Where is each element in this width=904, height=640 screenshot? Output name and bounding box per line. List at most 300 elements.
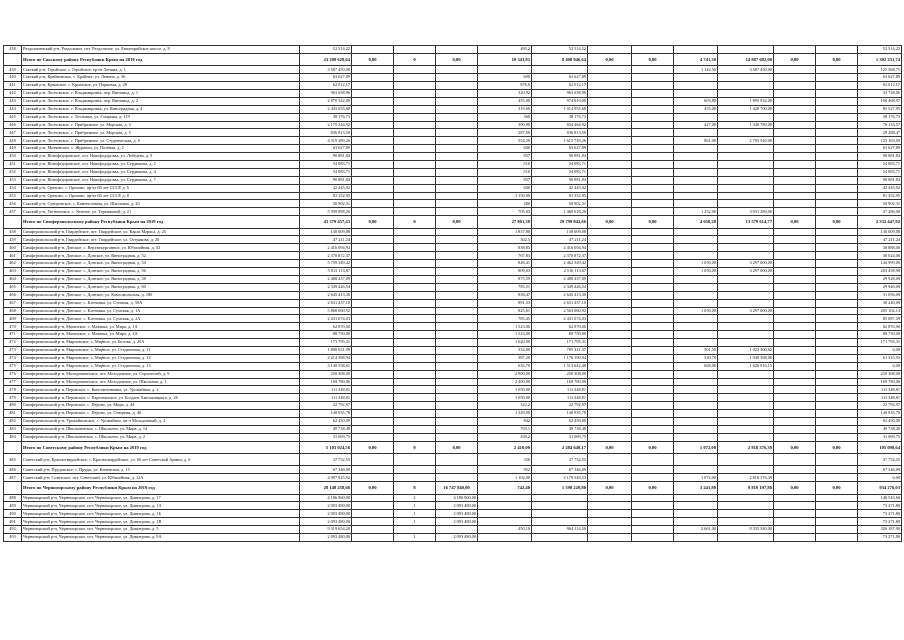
- value-cell: [816, 339, 858, 347]
- value-cell: 5 399 898,26: [300, 208, 352, 216]
- value-cell: [774, 474, 816, 482]
- value-cell: [588, 252, 632, 260]
- value-cell: 62 012,17: [532, 82, 588, 90]
- value-cell: 963 658,96: [532, 89, 588, 97]
- value-cell: 29 928,00: [858, 275, 902, 283]
- value-cell: [632, 252, 674, 260]
- value-cell: 29 940,00: [858, 283, 902, 291]
- value-cell: [718, 502, 774, 510]
- value-cell: [816, 526, 858, 534]
- value-cell: [674, 283, 718, 291]
- value-cell: [436, 394, 478, 402]
- table-row: [4, 74, 902, 82]
- value-cell: [352, 97, 394, 105]
- value-cell: 31 069,75: [300, 433, 352, 441]
- value-cell: [436, 323, 478, 331]
- value-cell: [632, 145, 674, 153]
- address-cell: Симферопольский р-н, Мирновское, с. Мирное, ул. Стадионная, д. 12: [22, 354, 300, 362]
- value-cell: [774, 176, 816, 184]
- value-cell: 1 302 231,74: [858, 53, 902, 65]
- value-cell: [588, 331, 632, 339]
- value-cell: 5 813 113,67: [300, 268, 352, 276]
- value-cell: 50 902,31: [532, 200, 588, 208]
- table-row: [4, 386, 902, 394]
- value-cell: [588, 46, 632, 54]
- value-cell: [816, 145, 858, 153]
- value-cell: [352, 362, 394, 370]
- value-cell: [352, 386, 394, 394]
- value-cell: 495,2: [478, 46, 532, 54]
- value-cell: 952: [478, 466, 532, 474]
- row-number: 467: [4, 299, 22, 307]
- value-cell: [394, 394, 436, 402]
- subtotal-label: Итого по Советскому району Республики Крым на 2019 год: [22, 441, 300, 453]
- value-cell: 0,00: [436, 53, 478, 65]
- value-cell: [816, 362, 858, 370]
- value-cell: [674, 160, 718, 168]
- value-cell: [436, 268, 478, 276]
- value-cell: [588, 526, 632, 534]
- value-cell: [718, 331, 774, 339]
- value-cell: 90 881,84: [858, 176, 902, 184]
- value-cell: [774, 299, 816, 307]
- value-cell: [394, 97, 436, 105]
- value-cell: [632, 283, 674, 291]
- row-number: 475: [4, 362, 22, 370]
- value-cell: [394, 402, 436, 410]
- value-cell: [588, 208, 632, 216]
- value-cell: [436, 137, 478, 145]
- value-cell: [816, 82, 858, 90]
- value-cell: [588, 378, 632, 386]
- value-cell: [588, 105, 632, 113]
- value-cell: 10 343,83: [478, 53, 532, 65]
- value-cell: [352, 518, 394, 526]
- table-row: [4, 370, 902, 378]
- value-cell: [632, 466, 674, 474]
- value-cell: [352, 510, 394, 518]
- table-body: [4, 46, 902, 542]
- value-cell: 54 083,71: [300, 168, 352, 176]
- value-cell: [436, 307, 478, 315]
- value-cell: 0,00: [774, 441, 816, 453]
- value-cell: [674, 370, 718, 378]
- row-number: 471: [4, 331, 22, 339]
- value-cell: 43 379 457,43: [300, 216, 352, 228]
- value-cell: [718, 244, 774, 252]
- value-cell: [774, 454, 816, 466]
- value-cell: [394, 299, 436, 307]
- value-cell: [774, 268, 816, 276]
- value-cell: 0,00: [774, 482, 816, 494]
- value-cell: [632, 291, 674, 299]
- value-cell: [816, 331, 858, 339]
- value-cell: [674, 252, 718, 260]
- value-cell: [816, 510, 858, 518]
- value-cell: 171 795,31: [300, 339, 352, 347]
- value-cell: 1 523,00: [478, 331, 532, 339]
- value-cell: 8 355 540,00: [718, 526, 774, 534]
- value-cell: [816, 323, 858, 331]
- value-cell: [718, 89, 774, 97]
- value-cell: [588, 510, 632, 518]
- value-cell: [352, 160, 394, 168]
- address-cell: Симферопольский р-н, Донское, с. Кленовка, ул. Сумская, д. 1А: [22, 307, 300, 315]
- value-cell: 63 627,89: [300, 145, 352, 153]
- value-cell: [774, 275, 816, 283]
- value-cell: [588, 386, 632, 394]
- value-cell: 76 133,57: [858, 121, 902, 129]
- value-cell: [352, 283, 394, 291]
- value-cell: 146 543,60: [858, 494, 902, 502]
- value-cell: 2 349 426,54: [300, 283, 352, 291]
- value-cell: 1 428 700,00: [718, 105, 774, 113]
- value-cell: [632, 394, 674, 402]
- value-cell: [352, 137, 394, 145]
- value-cell: 287,50: [478, 129, 532, 137]
- value-cell: [436, 129, 478, 137]
- address-cell: Симферопольский р-н, Перовское, с. Перово, ул. Северная, д. 46: [22, 410, 300, 418]
- value-cell: 1 895 932,00: [718, 97, 774, 105]
- value-cell: [588, 291, 632, 299]
- value-cell: 2 416 094,94: [532, 244, 588, 252]
- value-cell: [816, 192, 858, 200]
- value-cell: [674, 153, 718, 161]
- value-cell: 30 888,00: [858, 244, 902, 252]
- value-cell: 861,00: [674, 137, 718, 145]
- value-cell: [774, 331, 816, 339]
- value-cell: 5 103 024,56: [300, 441, 352, 453]
- row-number: 470: [4, 323, 22, 331]
- value-cell: [816, 46, 858, 54]
- value-cell: 250 308,00: [858, 370, 902, 378]
- address-cell: Симферопольский р-н, Донское, с. Донское, ул. Виноградная, д. 56: [22, 268, 300, 276]
- value-cell: 319,66: [478, 105, 532, 113]
- value-cell: [718, 386, 774, 394]
- address-cell: Симферопольский р-н, Мирновское, с. Мирное, ул. Белова, д. 20А: [22, 339, 300, 347]
- value-cell: [632, 518, 674, 526]
- row-number: 472: [4, 339, 22, 347]
- value-cell: 111 348,81: [858, 386, 902, 394]
- value-cell: 767,83: [478, 252, 532, 260]
- value-cell: 4 186 960,00: [300, 494, 352, 502]
- value-cell: [718, 518, 774, 526]
- table-row: [4, 518, 902, 526]
- value-cell: 480: [478, 200, 532, 208]
- table-row: [4, 433, 902, 441]
- value-cell: [816, 168, 858, 176]
- value-cell: 842: [478, 417, 532, 425]
- value-cell: [674, 518, 718, 526]
- value-cell: [816, 176, 858, 184]
- row-number: 464: [4, 275, 22, 283]
- value-cell: 510: [478, 168, 532, 176]
- value-cell: 67 346,09: [858, 466, 902, 474]
- value-cell: [632, 331, 674, 339]
- value-cell: [816, 89, 858, 97]
- value-cell: [436, 362, 478, 370]
- value-cell: [394, 137, 436, 145]
- value-cell: [588, 160, 632, 168]
- value-cell: 1 050,00: [674, 307, 718, 315]
- value-cell: 0,00: [774, 216, 816, 228]
- row-number: 443: [4, 97, 22, 105]
- value-cell: [674, 145, 718, 153]
- value-cell: 2 645 413,30: [532, 291, 588, 299]
- address-cell: Советский р-н, Советское, пгт. Советский, ул. Юбилейная, д. 12А: [22, 474, 300, 482]
- value-cell: [352, 425, 394, 433]
- value-cell: 836 813,50: [300, 129, 352, 137]
- value-cell: [632, 153, 674, 161]
- table-row: [4, 331, 902, 339]
- value-cell: [718, 425, 774, 433]
- value-cell: 38 176,73: [300, 113, 352, 121]
- address-cell: Симферопольский р-н, Гвардейское, пгт. Гвардейское, ул. Карла Маркса, д. 25: [22, 228, 300, 236]
- value-cell: [352, 145, 394, 153]
- value-cell: [632, 113, 674, 121]
- value-cell: [352, 208, 394, 216]
- value-cell: [588, 417, 632, 425]
- table-row: [4, 410, 902, 418]
- value-cell: 13 579 614,77: [718, 216, 774, 228]
- value-cell: [632, 402, 674, 410]
- value-cell: 90 881,84: [300, 176, 352, 184]
- value-cell: [352, 129, 394, 137]
- row-number: 484: [4, 433, 22, 441]
- value-cell: [352, 74, 394, 82]
- table-row: [4, 236, 902, 244]
- value-cell: 857: [478, 176, 532, 184]
- value-cell: [774, 283, 816, 291]
- value-cell: [674, 466, 718, 474]
- value-cell: [352, 417, 394, 425]
- value-cell: [774, 228, 816, 236]
- value-cell: [352, 66, 394, 74]
- value-cell: [394, 89, 436, 97]
- value-cell: [352, 526, 394, 534]
- value-cell: [674, 410, 718, 418]
- value-cell: 705,05: [478, 208, 532, 216]
- value-cell: [774, 66, 816, 74]
- value-cell: [588, 137, 632, 145]
- value-cell: [352, 153, 394, 161]
- value-cell: [674, 299, 718, 307]
- value-cell: [532, 518, 588, 526]
- value-cell: [632, 354, 674, 362]
- value-cell: 2 093 480,00: [436, 518, 478, 526]
- value-cell: [436, 121, 478, 129]
- value-cell: [632, 474, 674, 482]
- value-cell: 302,5: [478, 236, 532, 244]
- address-cell: Сакский р-н, Лесновское, с. Владимировка, пер. Винзавод, д. 1: [22, 89, 300, 97]
- value-cell: 29 799 842,66: [532, 216, 588, 228]
- value-cell: 140 935,78: [532, 410, 588, 418]
- value-cell: [774, 200, 816, 208]
- value-cell: 2 400,00: [478, 378, 532, 386]
- value-cell: [394, 236, 436, 244]
- table-row: [4, 283, 902, 291]
- value-cell: [816, 433, 858, 441]
- value-cell: [632, 74, 674, 82]
- value-cell: 2 431 074,03: [300, 315, 352, 323]
- value-cell: 0: [394, 216, 436, 228]
- value-cell: 61 315,93: [858, 354, 902, 362]
- value-cell: 4 997 925,92: [300, 474, 352, 482]
- value-cell: 3 587 450,00: [718, 66, 774, 74]
- value-cell: [774, 46, 816, 54]
- value-cell: [394, 362, 436, 370]
- value-cell: [352, 275, 394, 283]
- value-cell: [774, 323, 816, 331]
- value-cell: [394, 268, 436, 276]
- value-cell: 171 795,31: [532, 339, 588, 347]
- value-cell: [718, 82, 774, 90]
- value-cell: 63 627,89: [300, 74, 352, 82]
- value-cell: 785,51: [478, 283, 532, 291]
- table-row: [4, 378, 902, 386]
- address-cell: Симферопольский р-н, Мазанское, с. Мазанка, ул. Мира, д. 2А: [22, 331, 300, 339]
- value-cell: 90 881,84: [532, 153, 588, 161]
- value-cell: 891,53: [478, 299, 532, 307]
- address-cell: Симферопольский р-н, Донское, с. Донское, ул. Виноградная, д. 54: [22, 260, 300, 268]
- value-cell: [816, 74, 858, 82]
- address-cell: Симферопольский р-н, Гвардейское, пгт. Гвардейское, ул. Острякова, д. 20: [22, 236, 300, 244]
- value-cell: [588, 425, 632, 433]
- value-cell: [816, 346, 858, 354]
- value-cell: 1 468 618,26: [532, 208, 588, 216]
- value-cell: 0,00: [632, 441, 674, 453]
- value-cell: [718, 370, 774, 378]
- value-cell: [718, 534, 774, 542]
- value-cell: [718, 402, 774, 410]
- value-cell: 50 902,31: [858, 200, 902, 208]
- value-cell: [632, 168, 674, 176]
- value-cell: [352, 323, 394, 331]
- value-cell: [774, 184, 816, 192]
- value-cell: [774, 129, 816, 137]
- value-cell: 2 093 480,00: [436, 502, 478, 510]
- address-cell: Сакский р-н, Новофедоровское, пгт. Новофедоровка, ул. Лебедева, д. 9: [22, 153, 300, 161]
- value-cell: [674, 402, 718, 410]
- value-cell: [394, 228, 436, 236]
- value-cell: [352, 105, 394, 113]
- value-cell: [394, 46, 436, 54]
- value-cell: [674, 425, 718, 433]
- value-cell: [632, 268, 674, 276]
- value-cell: [774, 402, 816, 410]
- value-cell: [436, 168, 478, 176]
- value-cell: [718, 494, 774, 502]
- value-cell: [352, 346, 394, 354]
- table-row: [4, 145, 902, 153]
- table-row: [4, 402, 902, 410]
- value-cell: 73 271,80: [858, 510, 902, 518]
- value-cell: 300,90: [478, 121, 532, 129]
- row-number: 480: [4, 402, 22, 410]
- value-cell: [774, 466, 816, 474]
- value-cell: [352, 192, 394, 200]
- value-cell: 1 050,00: [674, 260, 718, 268]
- value-cell: [394, 184, 436, 192]
- value-cell: [774, 260, 816, 268]
- value-cell: 49 738,48: [300, 425, 352, 433]
- value-cell: [674, 200, 718, 208]
- value-cell: [674, 228, 718, 236]
- value-cell: 1 050,00: [478, 394, 532, 402]
- table-row: [4, 268, 902, 276]
- value-cell: [816, 417, 858, 425]
- value-cell: [352, 113, 394, 121]
- value-cell: 67 346,09: [532, 466, 588, 474]
- value-cell: [436, 200, 478, 208]
- value-cell: [588, 82, 632, 90]
- value-cell: [816, 121, 858, 129]
- value-cell: [718, 113, 774, 121]
- value-cell: 47 211,24: [532, 236, 588, 244]
- address-cell: Черноморский р-н, Черноморское, пгт. Черноморское, ул. Димитрова, д. 1Б: [22, 510, 300, 518]
- value-cell: 22 792,97: [532, 402, 588, 410]
- value-cell: [816, 260, 858, 268]
- value-cell: 1 014 955,68: [532, 105, 588, 113]
- value-cell: [774, 386, 816, 394]
- value-cell: [394, 433, 436, 441]
- value-cell: [816, 502, 858, 510]
- address-cell: Симферопольский р-н, Молодежненское, пгт. Молодежное, ул. Строителей, д. 9: [22, 370, 300, 378]
- address-cell: Сакский р-н, Орехово, с. Орехово, пр-кт 60 лет СССР, д. 8: [22, 192, 300, 200]
- value-cell: 14 887 682,00: [718, 53, 774, 65]
- value-cell: 5 759 349,42: [300, 260, 352, 268]
- value-cell: 0,00: [858, 362, 902, 370]
- value-cell: 47 211,24: [300, 236, 352, 244]
- value-cell: [394, 244, 436, 252]
- value-cell: [588, 74, 632, 82]
- value-cell: 0,00: [352, 441, 394, 453]
- table-row: [4, 323, 902, 331]
- value-cell: [436, 113, 478, 121]
- value-cell: [774, 252, 816, 260]
- value-cell: [674, 494, 718, 502]
- value-cell: [436, 208, 478, 216]
- value-cell: 2 093 480,00: [300, 534, 352, 542]
- value-cell: [774, 378, 816, 386]
- value-cell: [478, 66, 532, 74]
- value-cell: [774, 518, 816, 526]
- value-cell: [436, 354, 478, 362]
- value-cell: 27 861,38: [478, 216, 532, 228]
- value-cell: 3 241,80: [674, 482, 718, 494]
- address-cell: Симферопольский р-н, Перовское, с. Партизанское, ул. Богдана Хмельницкого, д. 26: [22, 394, 300, 402]
- value-cell: [774, 160, 816, 168]
- value-cell: [632, 425, 674, 433]
- value-cell: [394, 208, 436, 216]
- value-cell: 111 348,81: [532, 386, 588, 394]
- value-cell: [588, 370, 632, 378]
- table-row: [4, 176, 902, 184]
- row-number: 457: [4, 208, 22, 216]
- table-row: [4, 275, 902, 283]
- value-cell: [436, 466, 478, 474]
- value-cell: [436, 82, 478, 90]
- value-cell: [436, 89, 478, 97]
- value-cell: [774, 425, 816, 433]
- value-cell: [718, 200, 774, 208]
- value-cell: [816, 268, 858, 276]
- value-cell: [774, 417, 816, 425]
- value-cell: 600: [478, 184, 532, 192]
- value-cell: [774, 307, 816, 315]
- address-cell: Черноморский р-н, Черноморское, пгт. Черноморское, ул. Димитрова, д. 1А: [22, 502, 300, 510]
- value-cell: [394, 66, 436, 74]
